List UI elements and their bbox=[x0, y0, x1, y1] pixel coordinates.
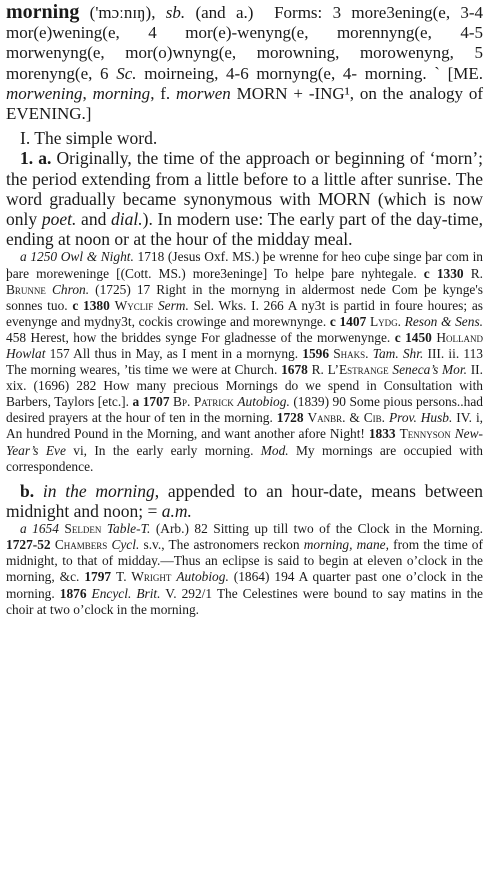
etymology-analogy: , on the analogy of bbox=[349, 83, 484, 103]
quote-title: Chron. bbox=[51, 281, 90, 297]
quote-text: 458 Herest, how the briddes synge For gladnesse of the morwenynge. bbox=[6, 329, 391, 345]
sense-number: b. bbox=[20, 480, 35, 501]
quote-author: Shaks. bbox=[333, 346, 369, 361]
quote-date: 1727-52 bbox=[6, 537, 51, 553]
quote-title: New-Year’s Eve bbox=[6, 426, 483, 458]
sense-number: 1. a. bbox=[20, 148, 52, 169]
quote-text: III. ii. 113 The morning weares, ’tis time we were at Church. bbox=[6, 346, 483, 378]
forms-label: Forms: bbox=[274, 3, 323, 22]
sense-1b bbox=[6, 481, 483, 521]
quote-text: 1718 (Jesus Oxf. MS.) þe wrenne for heo cuþe singe þar com in þare moreweninge [(Cott. MS.) more3eninge] To helpe þare nyhtegale. bbox=[6, 249, 483, 281]
quote-date: 1833 bbox=[368, 426, 396, 442]
quote-text: (1864) 194 A quarter past one o’clock in the morning. bbox=[6, 569, 483, 601]
quote-date: 1797 bbox=[84, 569, 112, 585]
quote-date: 1596 bbox=[302, 346, 330, 361]
quote-author: Lydg. bbox=[369, 313, 401, 329]
etymology-close: ] bbox=[85, 104, 92, 124]
quote-author: Holland bbox=[436, 329, 483, 345]
quote-author: Vanbr. & Cib. bbox=[307, 410, 386, 426]
section-heading bbox=[6, 128, 483, 148]
quote-italic: morning, mane, bbox=[303, 537, 389, 553]
forms-scots-label: Sc. bbox=[116, 63, 137, 83]
quote-author: Selden bbox=[64, 521, 102, 537]
etymology-morning: morning bbox=[92, 83, 151, 103]
etymology-f: , f. bbox=[150, 83, 171, 103]
quote-title: Autobiog. bbox=[176, 569, 229, 585]
section-1-heading: I. The simple word. bbox=[20, 128, 158, 149]
sense-text: , appended to an hour-date, means between midnight and noon; = bbox=[6, 480, 483, 521]
sense-phrase: in the morning bbox=[42, 480, 155, 501]
quote-date: 1728 bbox=[276, 410, 304, 426]
quote-date: a 1707 bbox=[132, 394, 170, 410]
quote-title: Owl & Night. bbox=[60, 249, 134, 265]
forms-text: 3 more3ening(e, 3-4 mor(e)wening(e, 4 mor(e)-wenyng(e, morennyng(e, 4-5 morwenyng(e, mor(o)wnyng(e, morowning, morowenyng, 5 morenyng(e, 6 bbox=[6, 3, 484, 83]
quote-title: Seneca’s Mor. bbox=[392, 362, 467, 378]
quote-title: Reson & Sens. bbox=[404, 313, 483, 329]
forms-text-2: moirneing, 4-6 mornyng(e, 4- morning. bbox=[144, 63, 427, 83]
quotations-1b bbox=[6, 521, 483, 618]
quote-author: R. L’Estrange bbox=[311, 362, 389, 378]
sense-morn-link[interactable]: MORN bbox=[317, 188, 371, 209]
quote-author: Chambers bbox=[54, 537, 108, 553]
quote-title: Cycl. bbox=[111, 537, 140, 553]
quote-author: R. Brunne bbox=[6, 265, 483, 297]
entry-head: morning ('mɔːnɪŋ), sb. (and a.) Forms: 3 more3ening(e, 3-4 mor(e)wening(e, 4 mor(e)-wenyng(e, morennyng(e, 4-5 morwenyng(e, mor(o)wnyng(e, morowning, morowenyng, 5 morenyng(e, 6 Sc. moirneing, 4-6 mornyng(e, 4- morning. ` [ME. morwening, morning, f. morwen MORN + -ING¹, on the analogy of EVENING.] bbox=[6, 1, 484, 124]
etymology-plus: + bbox=[293, 83, 303, 103]
etymology-morwen: morwen bbox=[175, 83, 231, 103]
sense-text: Originally, the time of the approach or beginning of ‘morn’; the period extending from a little before to a little after sunrise. The word gradually became synonymous with bbox=[6, 148, 484, 209]
quote-title: Autobiog. bbox=[237, 394, 290, 410]
quote-text: (1725) 17 Right in the mornyng in aldermost nede Com þe kynge's sonnes tuo. bbox=[6, 281, 483, 313]
quote-text: vi, In the early early morning. bbox=[73, 442, 254, 458]
quote-title: Serm. bbox=[157, 297, 189, 313]
quote-text: from the time of midnight, to that of midday.—Thus an eclipse is said to begin at eleven o’clock in the morning, &c. bbox=[6, 537, 483, 585]
quote-title: Tam. Shr. bbox=[372, 346, 424, 361]
sense-1a bbox=[6, 148, 483, 249]
quote-date: c 1330 bbox=[423, 265, 464, 281]
sense-text-2: (which is now only bbox=[6, 188, 483, 230]
etymology-ing-link[interactable]: -ING¹ bbox=[308, 83, 350, 103]
quote-text: V. 292/1 The Celestines were bound to say matins in the choir at two o’clock in the morning. bbox=[6, 585, 483, 617]
etymology-open: ` [ME. bbox=[434, 63, 484, 83]
quote-author: T. Wright bbox=[116, 569, 172, 585]
quote-text: 157 All thus in May, as I ment in a mornyng. bbox=[49, 346, 299, 361]
etymology-morn-link[interactable]: MORN bbox=[236, 83, 288, 103]
pronunciation: ('mɔːnɪŋ) bbox=[89, 3, 152, 22]
quote-author: Tennyson bbox=[399, 426, 451, 442]
quote-author: Bp. Patrick bbox=[173, 394, 234, 410]
quote-title: Prov. Husb. bbox=[388, 410, 453, 426]
quote-author: Wyclif bbox=[114, 297, 154, 313]
quote-date: 1678 bbox=[281, 362, 308, 378]
quote-date: c 1380 bbox=[72, 297, 110, 313]
quote-date: c 1407 bbox=[329, 313, 367, 329]
sense-poet: poet. bbox=[41, 209, 77, 230]
quote-text: (1839) 90 Some pious persons..had desired prayers at the hour of ten in the morning. bbox=[6, 394, 483, 426]
part-of-speech-extra: (and a.) bbox=[195, 3, 254, 22]
quote-date: a 1654 bbox=[20, 521, 59, 537]
sense-am: a.m. bbox=[161, 500, 192, 521]
quote-text: s.v., The astronomers reckon bbox=[143, 537, 300, 553]
part-of-speech: sb. bbox=[165, 3, 186, 22]
quote-date: a 1250 bbox=[20, 249, 58, 265]
headword: morning bbox=[6, 1, 80, 23]
sense-dial: dial. bbox=[111, 209, 143, 230]
sense-and: and bbox=[81, 209, 107, 230]
quote-title: Encycl. Brit. bbox=[91, 585, 161, 601]
quote-text: Sel. Wks. I. 266 A ny3t is partid in foure houres; as evenynge and mydny3t, cockis crowinge and morewnynge. bbox=[6, 297, 483, 329]
quote-text: My mornings are occupied with correspondence. bbox=[6, 442, 484, 474]
quote-date: c 1450 bbox=[394, 329, 432, 345]
quote-text: (Arb.) 82 Sitting up till two of the Clock in the Morning. bbox=[155, 521, 483, 537]
quote-date: 1876 bbox=[59, 585, 87, 601]
etymology-comma: , bbox=[82, 83, 87, 103]
quote-text: IV. i, An hundred Pound in the Morning, and want another afore Night! bbox=[6, 410, 484, 442]
quote-title: Howlat bbox=[6, 346, 46, 361]
etymology-morwening: morwening bbox=[6, 83, 83, 103]
sense-text-3: ). In modern use: The early part of the day-time, ending at noon or at the hour of the midday meal. bbox=[6, 209, 483, 250]
quote-title: Mod. bbox=[260, 442, 289, 458]
quote-title: Table-T. bbox=[106, 521, 151, 537]
etymology-evening-link[interactable]: EVENING. bbox=[6, 104, 86, 124]
quote-text: II. xix. (1696) 282 How many precious Mornings do we spend in Consultation with Barbers, Taylors [etc.]. bbox=[6, 362, 483, 410]
quotations-1a bbox=[6, 249, 483, 474]
